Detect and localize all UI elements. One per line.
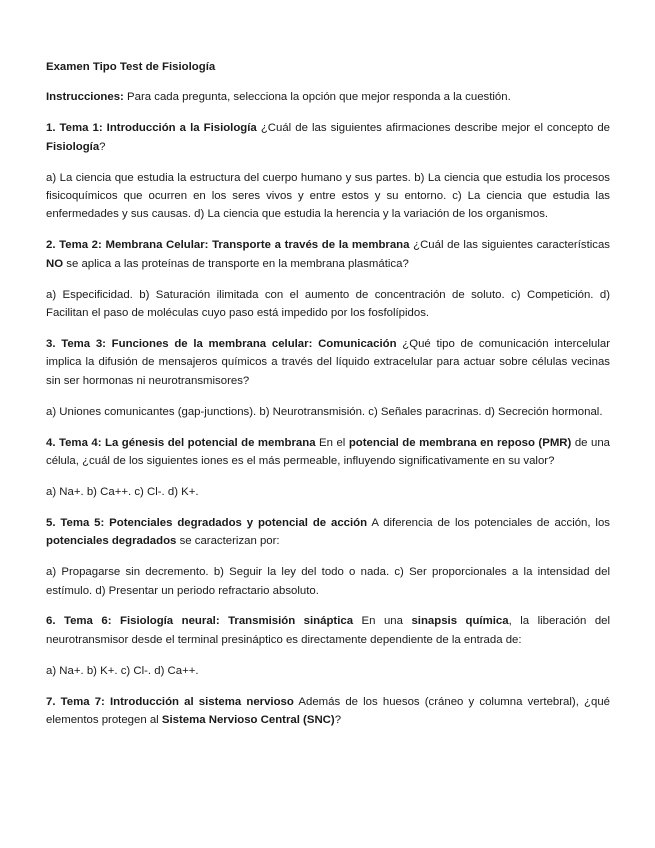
- question-3: [46, 335, 610, 390]
- question-emphasis: Fisiología: [46, 140, 100, 153]
- question-heading: 3. Tema 3: Funciones de la membrana celular: Comunicación: [46, 337, 397, 350]
- question-heading: 6. Tema 6: Fisiología neural: Transmisión sináptica: [46, 615, 354, 628]
- question-text-end: ?: [334, 714, 342, 727]
- question-5-options: a) Propagarse sin decremento. b) Seguir la ley del todo o nada. c) Ser proporcionales a la intensidad del estímulo. d) Presentar un periodo refractario absoluto.: [46, 566, 610, 597]
- question-text-end: , la liberación del neurotransmisor desde el terminal presináptico es directamente dependiente de la entrada de:: [46, 615, 611, 646]
- question-heading: 2. Tema 2: Membrana Celular: Transporte a través de la membrana: [46, 239, 410, 252]
- question-text: A diferencia de los potenciales de acción, los: [367, 516, 610, 529]
- question-text-end: se caracterizan por:: [176, 535, 280, 548]
- question-2: [46, 236, 610, 273]
- question-7: [46, 693, 610, 730]
- question-heading: 5. Tema 5: Potenciales degradados y potencial de acción: [46, 516, 368, 529]
- instructions-label: Instrucciones:: [46, 91, 124, 104]
- question-text: Además de los huesos (cráneo y columna vertebral), ¿qué elementos protegen al: [46, 695, 610, 727]
- question-text-end: se aplica a las proteínas de transporte en la membrana plasmática?: [63, 257, 409, 270]
- question-text: ¿Qué tipo de comunicación intercelular implica la difusión de mensajeros químicos a través del líquido extracelular para actuar sobre células vecinas sin ser hormonas ni neurotransmisores?: [46, 337, 610, 387]
- question-emphasis: Sistema Nervioso Central (SNC): [161, 714, 335, 727]
- question-text-end: de una célula, ¿cuál de los siguientes iones es el más permeable, influyendo significativamente en su valor?: [46, 436, 610, 467]
- question-heading: 7. Tema 7: Introducción al sistema nervioso: [46, 695, 294, 708]
- question-2-options: a) Especificidad. b) Saturación ilimitada con el aumento de concentración de soluto. c) Competición. d) Facilitan el paso de moléculas cuyo paso está impedido por los fosfolípidos.: [46, 288, 610, 320]
- question-4-options: a) Na+. b) Ca++. c) Cl-. d) K+.: [46, 485, 199, 498]
- question-emphasis: sinapsis química: [411, 615, 509, 628]
- question-4: [46, 434, 610, 471]
- question-emphasis: potencial de membrana en reposo (PMR): [348, 436, 572, 449]
- question-3-options: a) Uniones comunicantes (gap-junctions). b) Neurotransmisión. c) Señales paracrinas. d) Secreción hormonal.: [46, 405, 603, 418]
- question-emphasis: NO: [46, 257, 64, 270]
- question-text: ¿Cuál de las siguientes características: [409, 239, 610, 252]
- question-5: [46, 514, 610, 551]
- question-1-options: a) La ciencia que estudia la estructura del cuerpo humano y sus partes. b) La ciencia que estudia los procesos fisicoquímicos que ocurren en los seres vivos y entre estos y su entorno. c) La ciencia que estudia las enfermedades y sus causas. d) La ciencia que estudia la herencia y la variación de los organismos.: [46, 171, 610, 221]
- question-1: [46, 119, 610, 156]
- question-text: En el: [315, 436, 349, 449]
- question-6: [46, 612, 610, 649]
- question-text: ¿Cuál de las siguientes afirmaciones describe mejor el concepto de: [256, 122, 610, 135]
- question-heading: 1. Tema 1: Introducción a la Fisiología: [46, 122, 257, 135]
- question-emphasis: potenciales degradados: [46, 535, 177, 548]
- question-text: En una: [353, 615, 412, 628]
- question-6-options: a) Na+. b) K+. c) Cl-. d) Ca++.: [46, 664, 199, 677]
- instructions: [46, 88, 610, 106]
- exam-title: Examen Tipo Test de Fisiología: [46, 61, 216, 73]
- question-text-end: ?: [99, 140, 106, 153]
- instructions-text: Para cada pregunta, selecciona la opción que mejor responda a la cuestión.: [123, 91, 511, 104]
- question-heading: 4. Tema 4: La génesis del potencial de membrana: [46, 436, 316, 449]
